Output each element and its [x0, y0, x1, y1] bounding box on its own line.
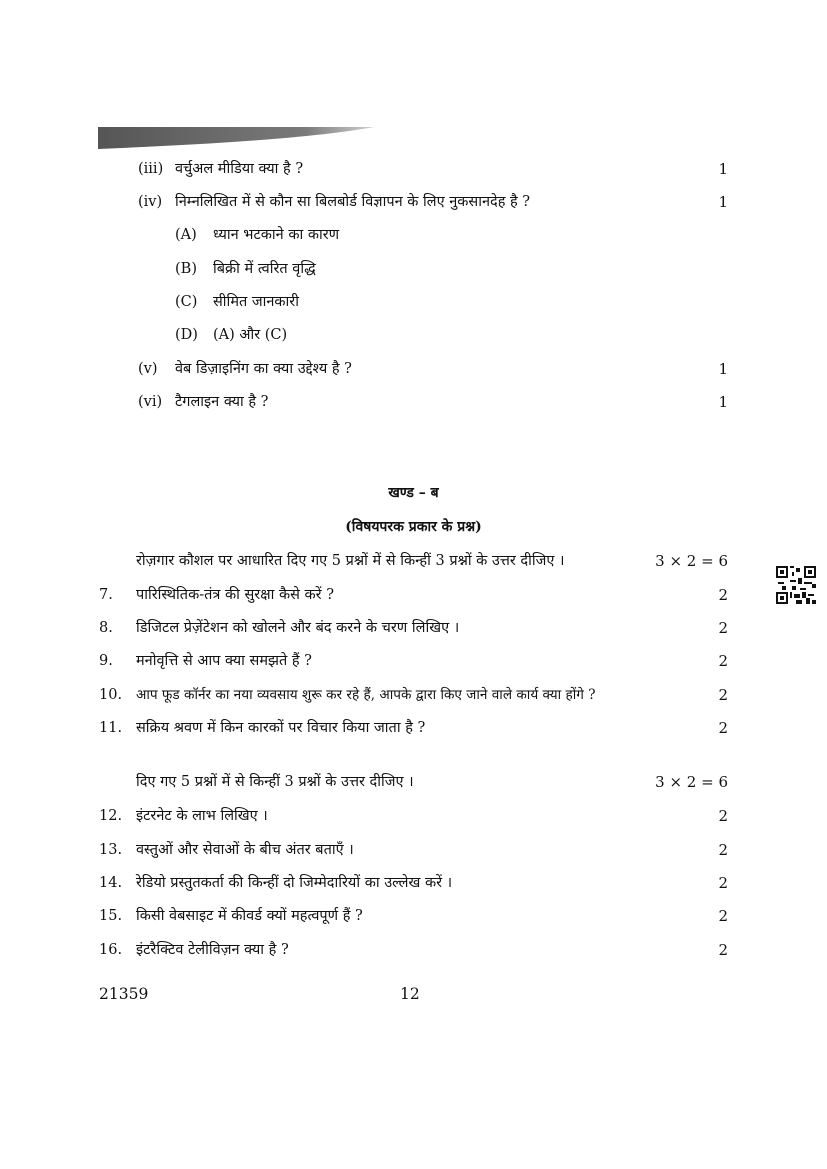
option-text-a: ध्यान भटकाने का कारण	[213, 227, 340, 243]
question-text-7: पारिस्थितिक-तंत्र की सुरक्षा कैसे करें ?	[136, 587, 334, 603]
subq-label-iv: (iv)	[138, 194, 163, 210]
question-marks-14: 2	[718, 874, 728, 892]
question-number-12: 12.	[99, 808, 123, 824]
question-text-11: सक्रिय श्रवण में किन कारकों पर विचार किया जाता है ?	[136, 720, 426, 736]
question-number-11: 11.	[99, 720, 123, 736]
subq-marks-iv: 1	[718, 193, 728, 211]
question-text-15: किसी वेबसाइट में कीवर्ड क्यों महत्वपूर्ण हैं ?	[136, 908, 363, 924]
question-number-7: 7.	[99, 587, 113, 603]
option-label-b: (B)	[175, 261, 197, 277]
question-number-14: 14.	[99, 875, 123, 891]
question-text-14: रेडियो प्रस्तुतकर्ता की किन्हीं दो जिम्मेदारियों का उल्लेख करें ।	[136, 875, 453, 891]
question-marks-10: 2	[718, 686, 728, 704]
option-text-d: (A) और (C)	[213, 327, 288, 343]
option-label-a: (A)	[175, 227, 197, 243]
question-number-8: 8.	[99, 620, 113, 636]
subq-text-iv: निम्नलिखित में से कौन सा बिलबोर्ड विज्ञापन के लिए नुकसानदेह है ?	[175, 194, 531, 210]
option-label-c: (C)	[175, 294, 198, 310]
question-text-10: आप फूड कॉर्नर का नया व्यवसाय शुरू कर रहे हैं, आपके द्वारा किए जाने वाले कार्य क्या होंगे ?	[136, 687, 596, 703]
question-number-9: 9.	[99, 653, 113, 669]
question-marks-8: 2	[718, 619, 728, 637]
question-marks-11: 2	[718, 719, 728, 737]
question-number-10: 10.	[99, 687, 123, 703]
question-marks-7: 2	[718, 586, 728, 604]
question-marks-16: 2	[718, 941, 728, 959]
option-label-d: (D)	[175, 327, 198, 343]
question-marks-9: 2	[718, 652, 728, 670]
option-text-b: बिक्री में त्वरित वृद्धि	[213, 261, 316, 277]
question-number-15: 15.	[99, 908, 123, 924]
question-text-13: वस्तुओं और सेवाओं के बीच अंतर बताएँ ।	[136, 842, 354, 858]
subq-marks-iii: 1	[718, 160, 728, 178]
question-marks-12: 2	[718, 807, 728, 825]
group2-instruction: दिए गए 5 प्रश्नों में से किन्हीं 3 प्रश्नों के उत्तर दीजिए ।	[136, 774, 414, 790]
subq-label-iii: (iii)	[138, 161, 164, 177]
header-decorative-bar	[98, 127, 374, 151]
subq-text-iii: वर्चुअल मीडिया क्या है ?	[175, 161, 304, 177]
question-number-13: 13.	[99, 842, 123, 858]
question-number-16: 16.	[99, 942, 123, 958]
subq-text-vi: टैगलाइन क्या है ?	[175, 394, 269, 410]
qr-code-icon	[776, 566, 816, 604]
question-marks-15: 2	[718, 907, 728, 925]
section-subtitle: (विषयपरक प्रकार के प्रश्न)	[345, 519, 482, 535]
page-number: 12	[400, 985, 420, 1003]
question-text-8: डिजिटल प्रेज़ेंटेशन को खोलने और बंद करने के चरण लिखिए ।	[136, 620, 460, 636]
subq-text-v: वेब डिज़ाइनिंग का क्या उद्देश्य है ?	[175, 361, 352, 377]
subq-marks-v: 1	[718, 360, 728, 378]
group1-instruction: रोज़गार कौशल पर आधारित दिए गए 5 प्रश्नों में से किन्हीं 3 प्रश्नों के उत्तर दीजिए ।	[136, 553, 565, 569]
option-text-c: सीमित जानकारी	[213, 294, 299, 310]
subq-label-vi: (vi)	[138, 394, 163, 410]
subq-label-v: (v)	[138, 361, 158, 377]
subq-marks-vi: 1	[718, 393, 728, 411]
question-text-16: इंटरैक्टिव टेलीविज़न क्या है ?	[136, 942, 289, 958]
paper-code: 21359	[99, 985, 149, 1003]
question-text-12: इंटरनेट के लाभ लिखिए ।	[136, 808, 268, 824]
question-marks-13: 2	[718, 841, 728, 859]
group2-marks: 3 × 2 = 6	[655, 773, 728, 791]
section-title: खण्ड – ब	[388, 485, 439, 501]
group1-marks: 3 × 2 = 6	[655, 552, 728, 570]
question-text-9: मनोवृत्ति से आप क्या समझते हैं ?	[136, 653, 312, 669]
